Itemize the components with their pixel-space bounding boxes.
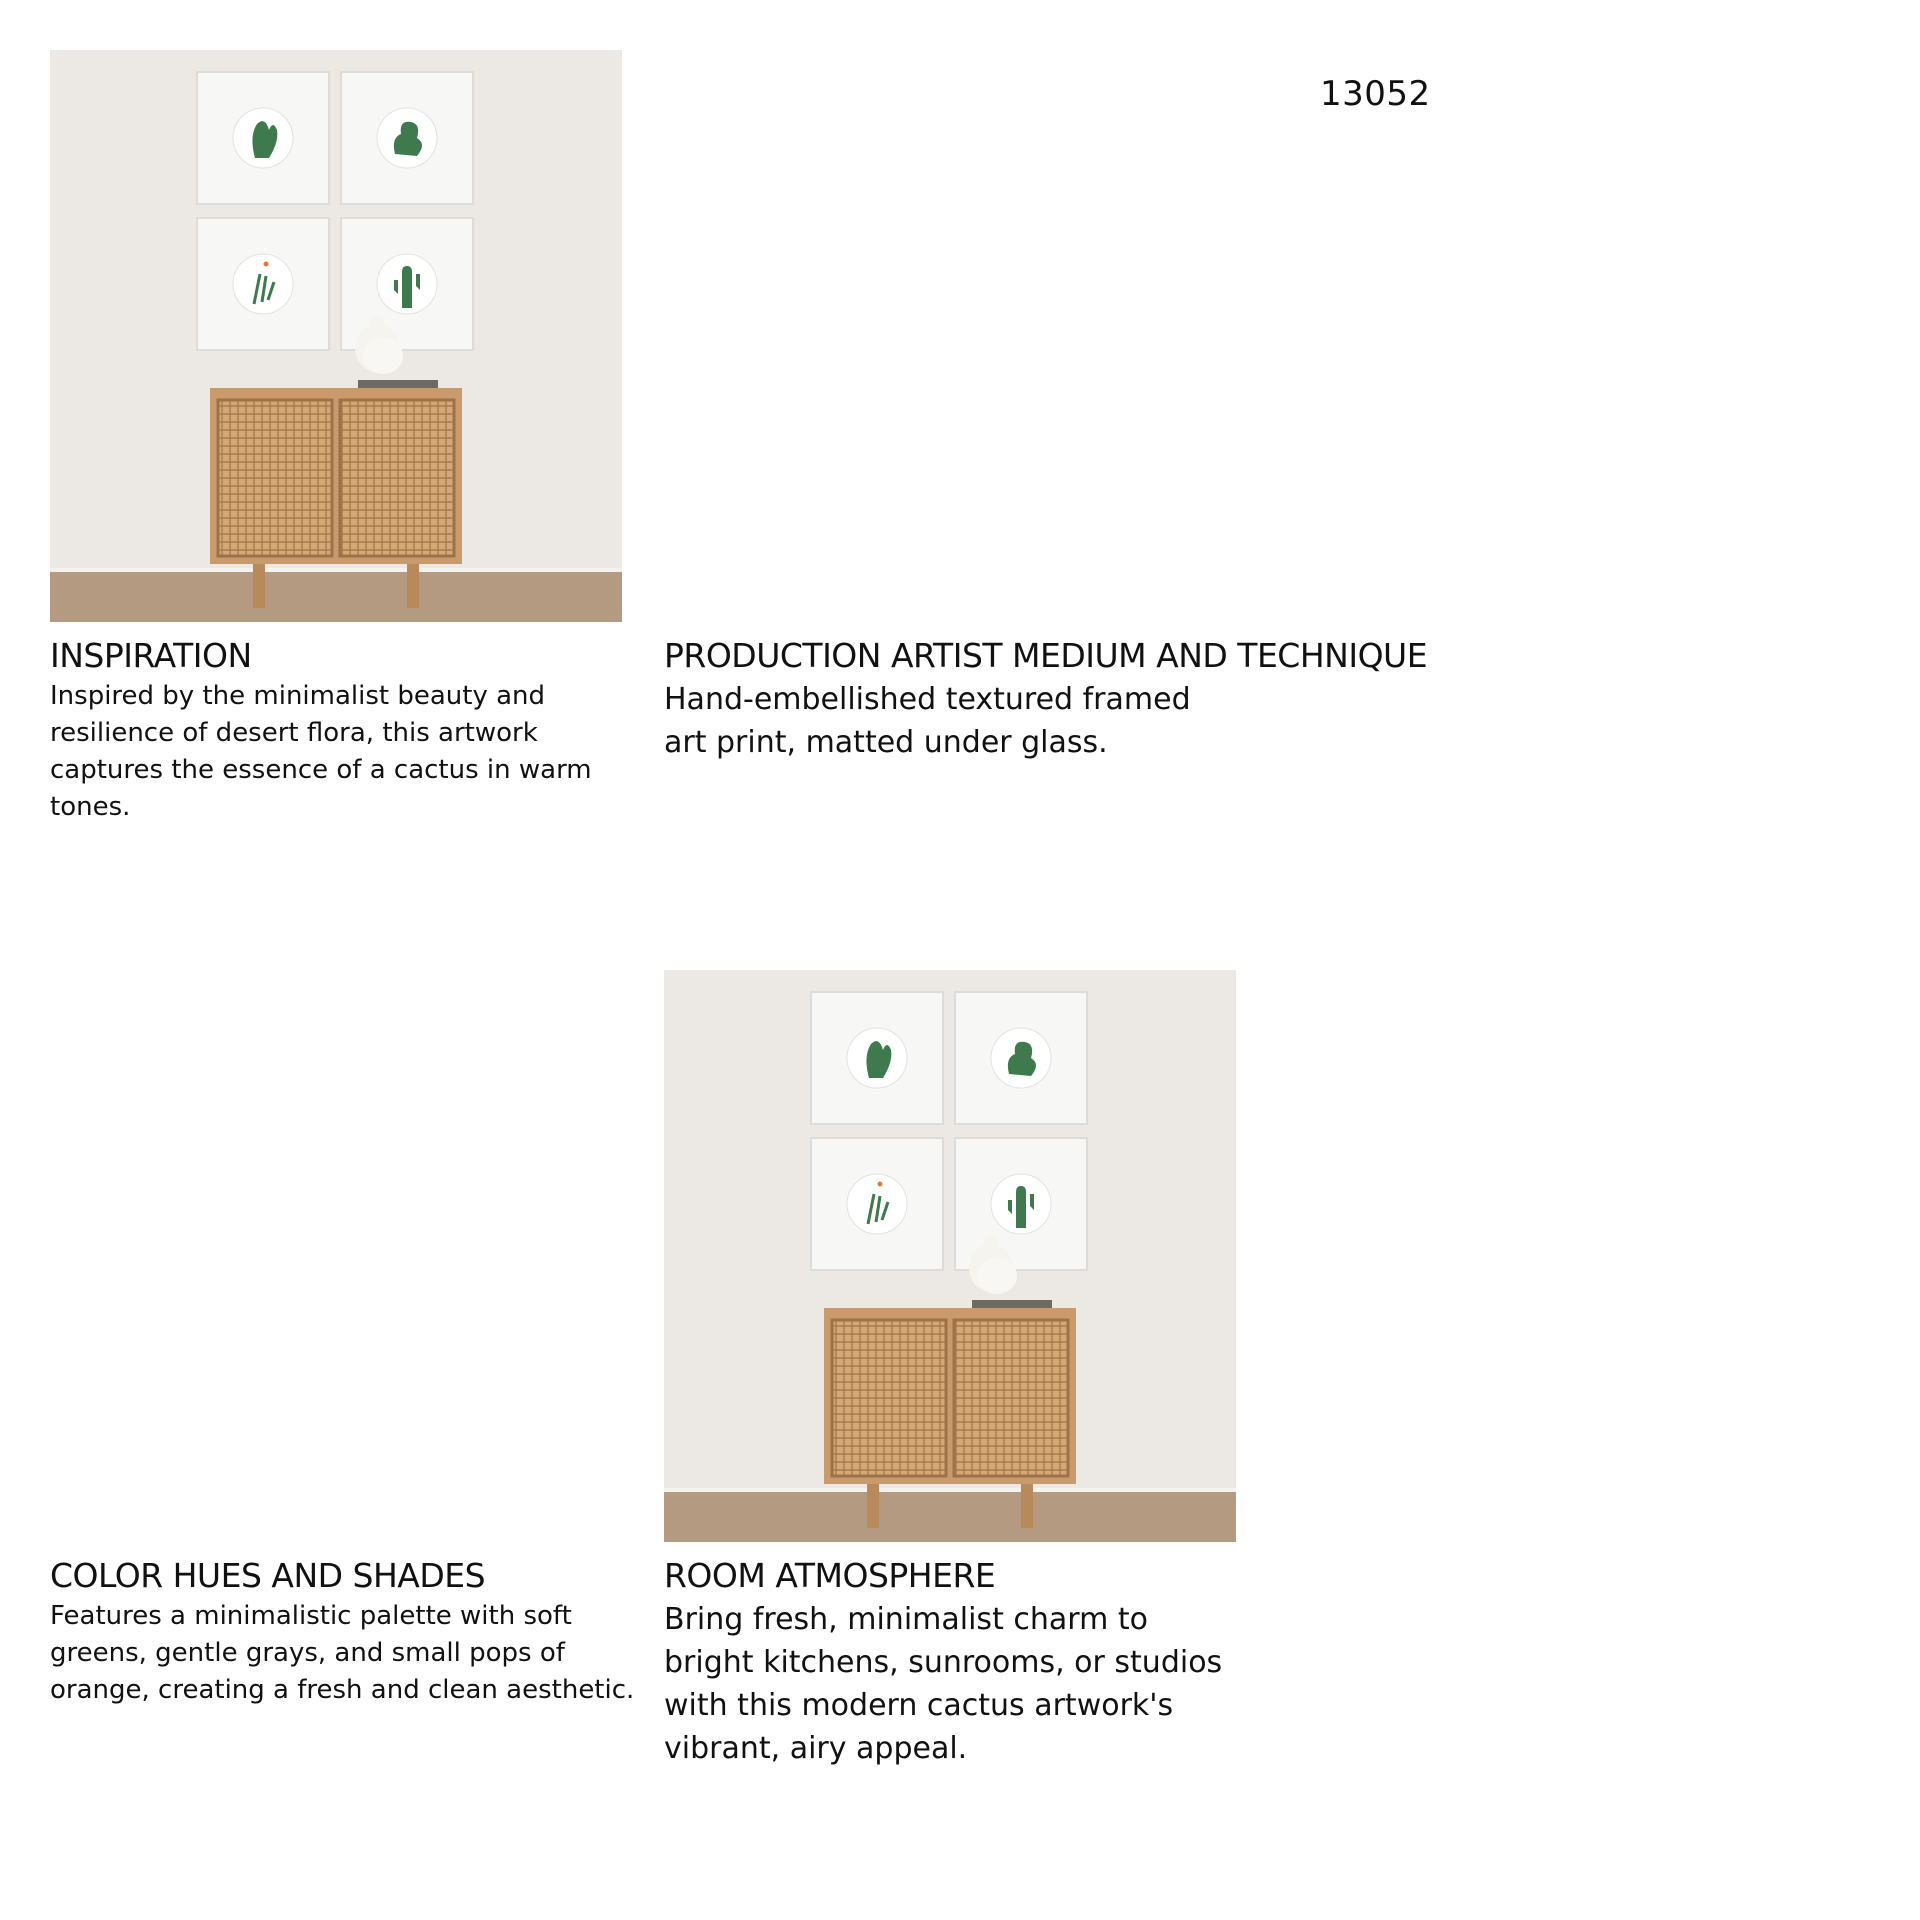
production-title: PRODUCTION ARTIST MEDIUM AND TECHNIQUE <box>664 636 1428 675</box>
room-photo-top <box>50 50 622 622</box>
inspiration-body: Inspired by the minimalist beauty and resilience of desert flora, this artwork captures the essence of a cactus in warm tones. <box>50 681 592 822</box>
inspiration-title: INSPIRATION <box>50 636 252 675</box>
room-section <box>664 1556 1244 1770</box>
color-section <box>50 1556 650 1709</box>
production-section <box>664 636 1484 764</box>
room-title: ROOM ATMOSPHERE <box>664 1556 996 1595</box>
inspiration-section <box>50 636 650 826</box>
room-photo-bottom <box>664 970 1236 1542</box>
room-body: Bring fresh, minimalist charm to bright kitchens, sunrooms, or studios with this modern cactus artwork's vibrant, airy appeal. <box>664 1602 1223 1766</box>
color-body: Features a minimalistic palette with soft greens, gentle grays, and small pops of orange, creating a fresh and clean aesthetic. <box>50 1601 635 1705</box>
production-body: Hand-embellished textured framed art print, matted under glass. <box>664 682 1191 760</box>
product-id: 13052 <box>1320 74 1431 114</box>
color-title: COLOR HUES AND SHADES <box>50 1556 486 1595</box>
